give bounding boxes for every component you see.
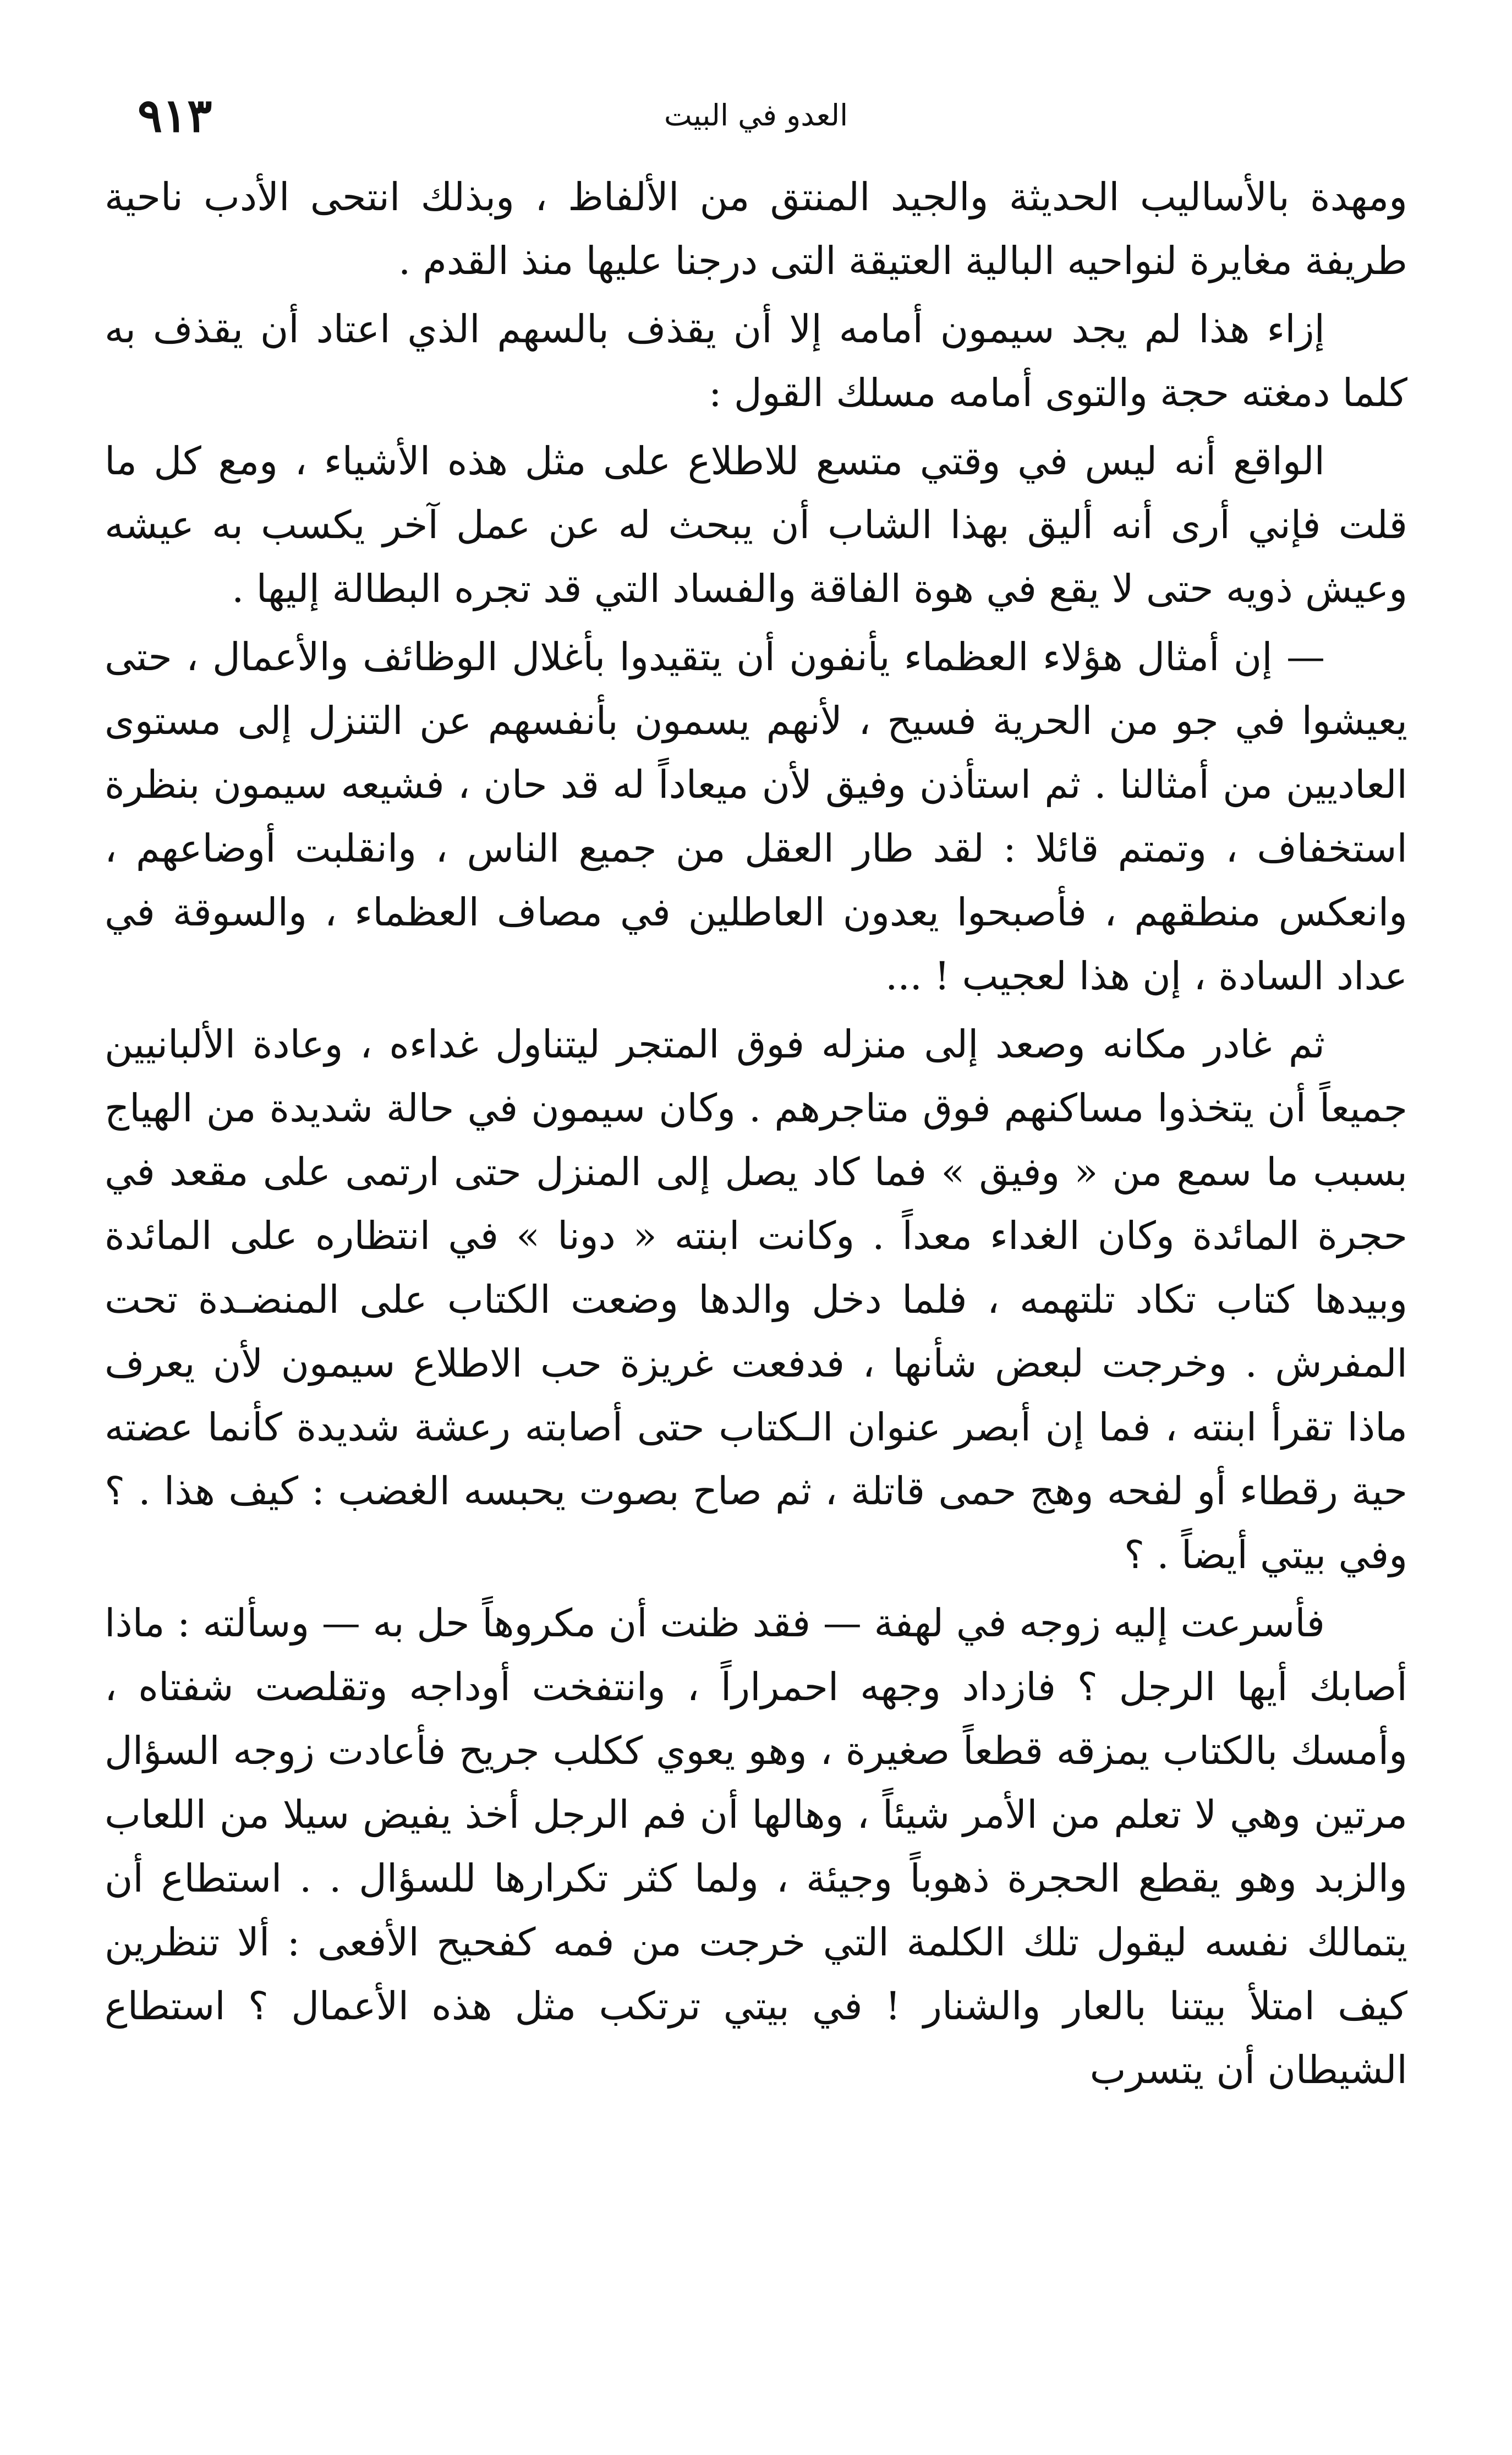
body-text	[105, 165, 1407, 2378]
running-title: العدو في البيت	[664, 98, 848, 133]
paragraph-4: — إن أمثال هؤلاء العظماء يأنفون أن يتقيدوا بأغلال الوظائف والأعمال ، حتى يعيشوا في جو من الحرية فسيح ، لأنهم يسمون بأنفسهم عن التنزل إلى مستوى العاديين من أمثالنا . ثم استأذن وفيق لأن ميعاداً له قد حان ، فشيعه سيمون بنظرة استخفاف ، وتمتم قائلا : لقد طار العقل من جميع الناس ، وانقلبت أوضاعهم ، وانعكس منطقهم ، فأصبحوا يعدون العاطلين في مصاف العظماء ، والسوقة في عداد السادة ، إن هذا لعجيب ! ...	[105, 634, 1407, 999]
paragraph-6: فأسرعت إليه زوجه في لهفة — فقد ظنت أن مكروهاً حل به — وسألته : ماذا أصابك أيها الرجل ؟ فازداد وجهه احمراراً ، وانتفخت أوداجه وتقلصت شفتاه ، وأمسك بالكتاب يمزقه قطعاً صغيرة ، وهو يعوي ككلب جريح فأعادت زوجه السؤال مرتين وهي لا تعلم من الأمر شيئاً ، وهالها أن فم الرجل أخذ يفيض سيلا من اللعاب والزبد وهو يقطع الحجرة ذهوباً وجيئة ، ولما كثر تكرارها للسؤال . . استطاع أن يتمالك نفسه ليقول تلك الكلمة التي خرجت من فمه كفحيح الأفعى : ألا تنظرين كيف امتلأ بيتنا بالعار والشنار ! في بيتي ترتكب مثل هذه الأعمال ؟ استطاع الشيطان أن يتسرب	[105, 1601, 1407, 2092]
page-header	[105, 83, 1407, 149]
page-number: ٩١٣	[138, 88, 212, 143]
paragraph-2: إزاء هذا لم يجد سيمون أمامه إلا أن يقذف بالسهم الذي اعتاد أن يقذف به كلما دمغته حجة والتوى أمامه مسلك القول :	[105, 306, 1407, 415]
paragraph-3: الواقع أنه ليس في وقتي متسع للاطلاع على مثل هذه الأشياء ، ومع كل ما قلت فإني أرى أنه أليق بهذا الشاب أن يبحث له عن عمل آخر يكسب به عيشه وعيش ذويه حتى لا يقع في هوة الفاقة والفساد التي قد تجره البطالة إليها .	[105, 439, 1407, 611]
paragraph-5: ثم غادر مكانه وصعد إلى منزله فوق المتجر ليتناول غداءه ، وعادة الألبانيين جميعاً أن يتخذوا مساكنهم فوق متاجرهم . وكان سيمون في حالة شديدة من الهياج بسبب ما سمع من « وفيق » فما كاد يصل إلى المنزل حتى ارتمى على مقعد في حجرة المائدة وكان الغداء معداً . وكانت ابنته « دونا » في انتظاره على المائدة وبيدها كتاب تكاد تلتهمه ، فلما دخل والدها وضعت الكتاب على المنضـدة تحت المفرش . وخرجت لبعض شأنها ، فدفعت غريزة حب الاطلاع سيمون لأن يعرف ماذا تقرأ ابنته ، فما إن أبصر عنوان الـكتاب حتى أصابته رعشة شديدة كأنما عضته حية رقطاء أو لفحه وهج حمى قاتلة ، ثم صاح بصوت يحبسه الغضب : كيف هذا . ؟ وفي بيتي أيضاً . ؟	[105, 1022, 1407, 1577]
paragraph-1: ومهدة بالأساليب الحديثة والجيد المنتق من الألفاظ ، وبذلك انتحى الأدب ناحية طريفة مغايرة لنواحيه البالية العتيقة التى درجنا عليها منذ القدم .	[105, 174, 1407, 283]
